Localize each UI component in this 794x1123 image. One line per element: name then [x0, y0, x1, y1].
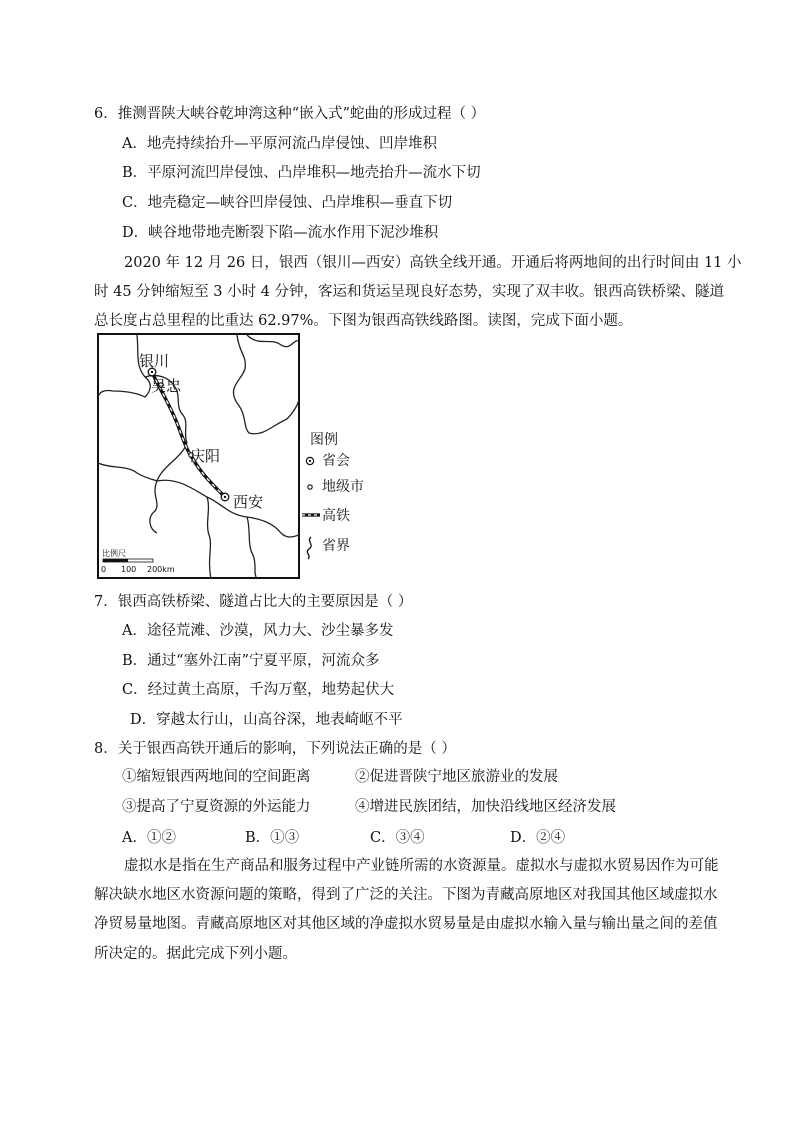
scale-tick-0: 0: [101, 565, 107, 574]
question-8-statement-3: ③提高了宁夏资源的外运能力: [122, 799, 311, 815]
intro1-line-1: 2020 年 12 月 26 日，银西（银川—西安）高铁全线开通。开通后将两地间的出行时间由 11 小: [124, 255, 742, 271]
question-7-option-d: D．穿越太行山，山高谷深，地表崎岖不平: [130, 712, 403, 728]
question-7-stem: 7．银西高铁桥梁、隧道占比大的主要原因是（ ）: [94, 594, 413, 610]
scale-title: 比例尺: [102, 549, 126, 558]
question-6-option-c: C．地壳稳定—峡谷凹岸侵蚀、凸岸堆积—垂直下切: [122, 195, 453, 211]
legend-city-label: 地级市: [322, 479, 364, 495]
scale-tick-200: 200km: [147, 565, 175, 574]
question-8-choice-d: D．②④: [510, 830, 566, 846]
question-6-option-b: B．平原河流凹岸侵蚀、凸岸堆积—地壳抬升—流水下切: [122, 165, 481, 181]
question-8-choice-a: A．①②: [122, 830, 176, 846]
intro2-line-2: 解决缺水地区水资源问题的策略，得到了广泛的关注。下图为青藏高原地区对我国其他区域虚拟水: [94, 887, 718, 903]
legend-capital-label: 省会: [322, 453, 350, 469]
intro1-line-2: 时 45 分钟缩短至 3 小时 4 分钟，客运和货运呈现良好态势，实现了双丰收。银西高铁桥梁、隧道: [94, 284, 725, 300]
legend-boundary-label: 省界: [322, 538, 350, 554]
intro1-line-3: 总长度占总里程的比重达 62.97%。下图为银西高铁线路图。读图，完成下面小题。: [94, 313, 633, 329]
scale-tick-100: 100: [121, 565, 137, 574]
scale-bar: [103, 559, 153, 562]
city-label-wuzhong: 吴忠: [151, 377, 182, 395]
question-8-statement-4: ④增进民族团结，加快沿线地区经济发展: [355, 799, 616, 815]
question-8-statement-2: ②促进晋陕宁地区旅游业的发展: [355, 769, 558, 785]
question-8-statement-1: ①缩短银西两地间的空间距离: [122, 769, 311, 785]
question-7-option-c: C．经过黄土高原，千沟万壑，地势起伏大: [122, 682, 395, 698]
legend-railway-label: 高铁: [322, 508, 350, 524]
question-7-option-b: B．通过“塞外江南”宁夏平原，河流众多: [122, 653, 380, 669]
city-label-qingyang: 庆阳: [190, 447, 221, 465]
legend-city-symbol: [308, 485, 312, 489]
intro2-line-3: 净贸易量地图。青藏高原地区对其他区域的净虚拟水贸易量是由虚拟水输入量与输出量之间的差值: [94, 916, 718, 932]
legend-symbols: [302, 457, 320, 559]
intro2-line-4: 所决定的。据此完成下列小题。: [94, 946, 297, 962]
question-6-stem: 6．推测晋陕大峡谷乾坤湾这种“嵌入式”蛇曲的形成过程（ ）: [94, 106, 486, 122]
intro2-line-1: 虚拟水是指在生产商品和服务过程中产业链所需的水资源量。虚拟水与虚拟水贸易因作为可能: [124, 858, 719, 874]
legend-title: 图例: [310, 432, 338, 448]
question-8-stem: 8．关于银西高铁开通后的影响，下列说法正确的是（ ）: [94, 741, 456, 757]
question-6-option-a: A．地壳持续抬升—平原河流凸岸侵蚀、凹岸堆积: [122, 136, 437, 152]
question-8-choice-b: B．①③: [245, 830, 300, 846]
question-6-option-d: D．峡谷地带地壳断裂下陷—流水作用下泥沙堆积: [122, 225, 439, 241]
legend-boundary-symbol: [307, 537, 311, 559]
city-label-yinchuan: 银川: [139, 352, 170, 370]
railway-map: [97, 333, 397, 581]
city-label-xian: 西安: [233, 493, 264, 511]
question-8-choice-c: C．③④: [370, 830, 425, 846]
question-7-option-a: A．途径荒滩、沙漠，风力大、沙尘暴多发: [122, 623, 394, 639]
